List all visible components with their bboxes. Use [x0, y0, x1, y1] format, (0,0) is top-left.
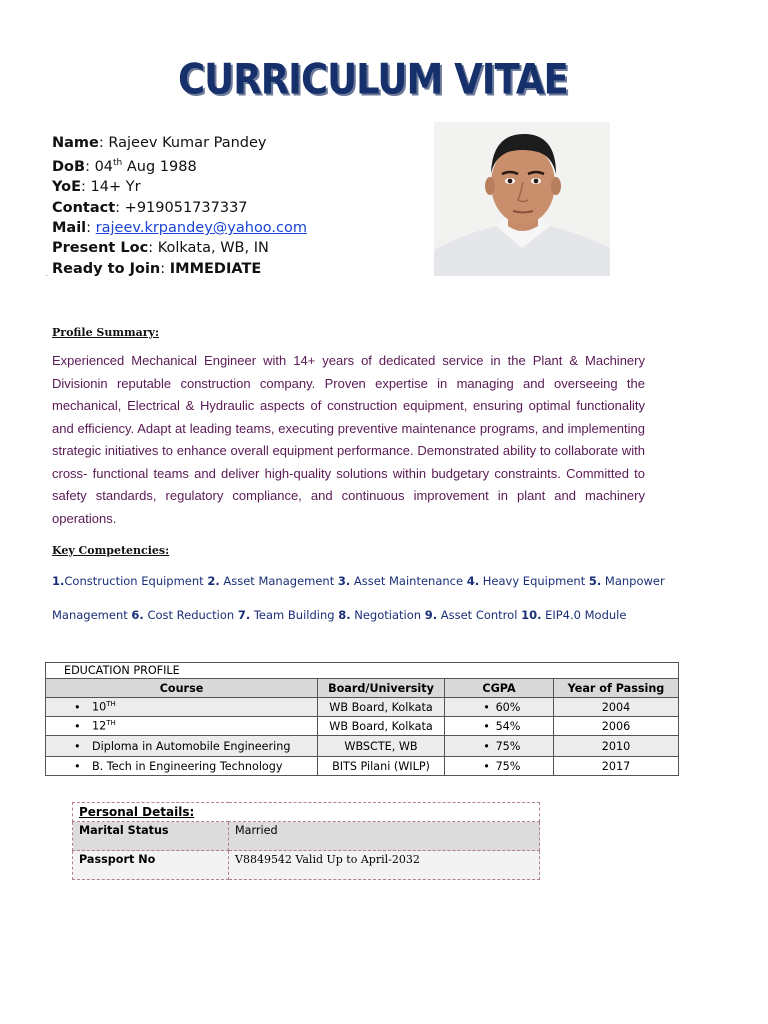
email-link[interactable]: rajeev.krpandey@yahoo.com	[95, 220, 308, 237]
competency-item: Asset Management	[223, 574, 335, 588]
mail-row: Mail: rajeev.krpandey@yahoo.com	[52, 220, 308, 237]
stray-mark: ˆ	[46, 276, 48, 282]
contact-info-block	[52, 133, 307, 279]
contact-row: Contact: +919051737337	[52, 199, 248, 216]
table-row: • 10TH WB Board, Kolkata • 60% 2004	[46, 698, 679, 717]
competency-item: Cost Reduction	[147, 608, 235, 622]
table-row: Passport No V8849542 Valid Up to April-2032	[73, 851, 540, 880]
competency-item: Construction Equipment	[64, 574, 204, 588]
table-row: Marital Status Married	[73, 822, 540, 851]
dob-row: DoB: 04th Aug 1988	[52, 158, 197, 176]
personal-details-table	[72, 802, 540, 880]
profile-photo	[434, 122, 610, 276]
competency-item: Negotiation	[354, 608, 422, 622]
competency-item: Management	[52, 608, 128, 622]
column-header: Course	[46, 679, 318, 698]
yoe-row: YoE: 14+ Yr	[52, 179, 141, 196]
column-header: Board/University	[318, 679, 445, 698]
education-table	[45, 662, 679, 776]
table-row: • Diploma in Automobile Engineering WBSCTE, WB • 75% 2010	[46, 736, 679, 757]
name-row: Name: Rajeev Kumar Pandey	[52, 135, 267, 151]
competency-item: Team Building	[253, 608, 335, 622]
profile-summary-text: Experienced Mechanical Engineer with 14+ years of dedicated service in the Plant & Machinery Divisionin reputable construction company. Proven expertise in managing and overseeing the mechanical, Electrical & Hydraulic aspects of construction equipment, ensuring optimal functionality and efficiency. Adapt at leading teams, executing preventive maintenance programs, and implementing strategic initiatives to enhance overall equipment performance. Demonstrated ability to collaborate with cross- functional teams and deliver high-quality solutions within budgetary constraints. Committed to safety standards, regulatory compliance, and continuous improvement in plant and machinery operations.	[52, 353, 645, 526]
join-row: Ready to Join: IMMEDIATE	[52, 260, 262, 277]
table-row: • B. Tech in Engineering Technology BITS Pilani (WILP) • 75% 2017	[46, 757, 679, 776]
column-header: Year of Passing	[554, 679, 679, 698]
key-competencies-heading: Key Competencies:	[52, 544, 170, 557]
competency-item: Manpower	[604, 574, 665, 588]
cv-title: CURRICULUM VITAE	[178, 55, 568, 104]
competency-item: Asset Maintenance	[353, 574, 464, 588]
name-value: Rajeev Kumar Pandey	[108, 135, 267, 151]
table-row: • 12TH WB Board, Kolkata • 54% 2006	[46, 717, 679, 736]
competencies-line-2: Management 6. Cost Reduction 7. Team Building 8. Negotiation 9. Asset Control 10. EIP4.0 Module	[52, 608, 627, 622]
personal-details-heading: Personal Details:	[79, 805, 195, 819]
competency-item: Heavy Equipment	[482, 574, 586, 588]
portrait-image	[434, 122, 610, 276]
profile-summary-heading: Profile Summary:	[52, 326, 160, 339]
competency-item: Asset Control	[440, 608, 518, 622]
column-header: CGPA	[445, 679, 554, 698]
education-caption: EDUCATION PROFILE	[46, 663, 679, 679]
competencies-line-1: 1.Construction Equipment 2. Asset Management 3. Asset Maintenance 4. Heavy Equipment 5. Manpower	[52, 574, 665, 588]
location-row: Present Loc: Kolkata, WB, IN	[52, 240, 269, 257]
competency-item: EIP4.0 Module	[545, 608, 627, 622]
